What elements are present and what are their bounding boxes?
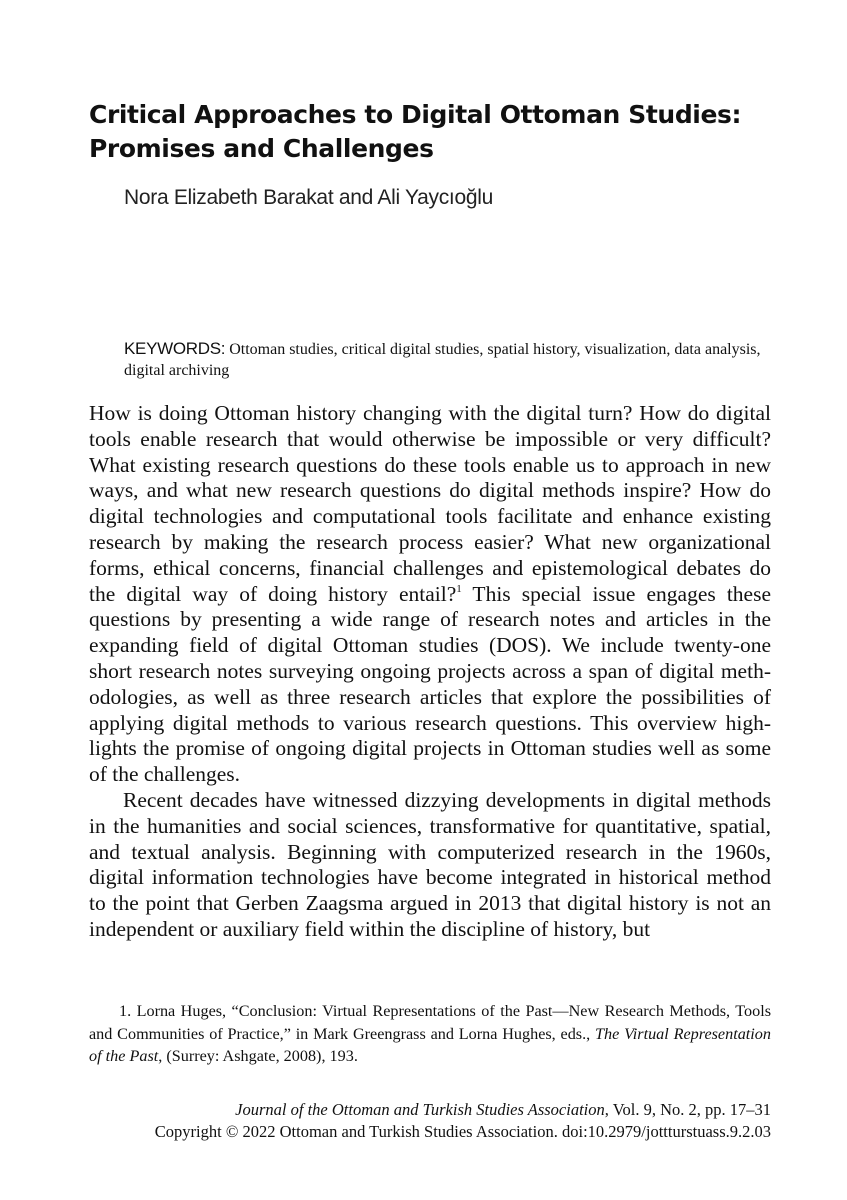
title-line-2: Promises and Challenges <box>89 134 434 163</box>
paragraph-1-text-b: This special issue engages these questions by presenting a wide range of research notes and articles in the expanding field of digital Ottoman studies (DOS). We include twenty-one short research notes surveying ongoing projects across a span of digital methodologies, as well as three research articles that explore the possibilities of applying digital methods to various research questions. This overview highlights the promise of ongoing digital projects in Ottoman studies well as some of the challenges. <box>89 581 771 787</box>
footnote-1 <box>89 1000 771 1068</box>
keywords-block <box>124 338 764 381</box>
paragraph-1-text-a: How is doing Ottoman history changing with the digital turn? How do digital tools enable research that would otherwise be impossible or very difficult? What existing research questions do these tools enable us to approach in new ways, and what new research questions do digital methods inspire? How do digital technologies and computational tools facilitate and enhance existing research by making the research process easier? What new organizational forms, ethical concerns, financial challenges and epistemological debates do the digital way of doing history entail? <box>89 401 771 606</box>
footnote-text-a: Lorna Huges, “Conclusion: Virtual Representations of the Past—New Research Methods, Tools and Communities of Practice,” in Mark Greengrass and Lorna Hughes, eds., <box>89 1002 771 1043</box>
article-authors: Nora Elizabeth Barakat and Ali Yaycıoğlu <box>124 186 493 209</box>
body-paragraph-2: Recent decades have witnessed dizzying developments in digital methods in the humanities and social sciences, transformative for quantitative, spatial, and textual analysis. Beginning with computerized research in the 1960s, digital information technologies have become integrated in historical method to the point that Gerben Zaagsma argued in 2013 that digital history is not an independent or auxiliary field within the discipline of history, but <box>89 787 771 941</box>
keywords-text: Ottoman studies, critical digital studies, spatial history, visualization, data analysis, digital archiving <box>124 341 761 379</box>
copyright-line: Copyright © 2022 Ottoman and Turkish Studies Association. doi:10.2979/jottturstuass.9.2.03 <box>154 1122 771 1141</box>
title-line-1: Critical Approaches to Digital Ottoman Studies: <box>89 100 742 129</box>
body-paragraph-1 <box>89 401 771 788</box>
journal-citation <box>60 1099 771 1143</box>
footnote-book-title: The Virtual Representation of the Past <box>89 1024 771 1065</box>
journal-line <box>60 1099 771 1121</box>
footnote-reference: 1 <box>456 582 462 595</box>
article-title <box>89 98 789 166</box>
journal-name: Journal of the Ottoman and Turkish Studies Association <box>235 1100 605 1119</box>
footnote-number: 1. <box>119 1002 132 1020</box>
footnote-text-b: , (Surrey: Ashgate, 2008), 193. <box>158 1047 358 1065</box>
keywords-label: KEYWORDS: <box>124 339 226 358</box>
journal-issue: , Vol. 9, No. 2, pp. 17–31 <box>604 1100 771 1119</box>
article-body <box>89 401 771 943</box>
